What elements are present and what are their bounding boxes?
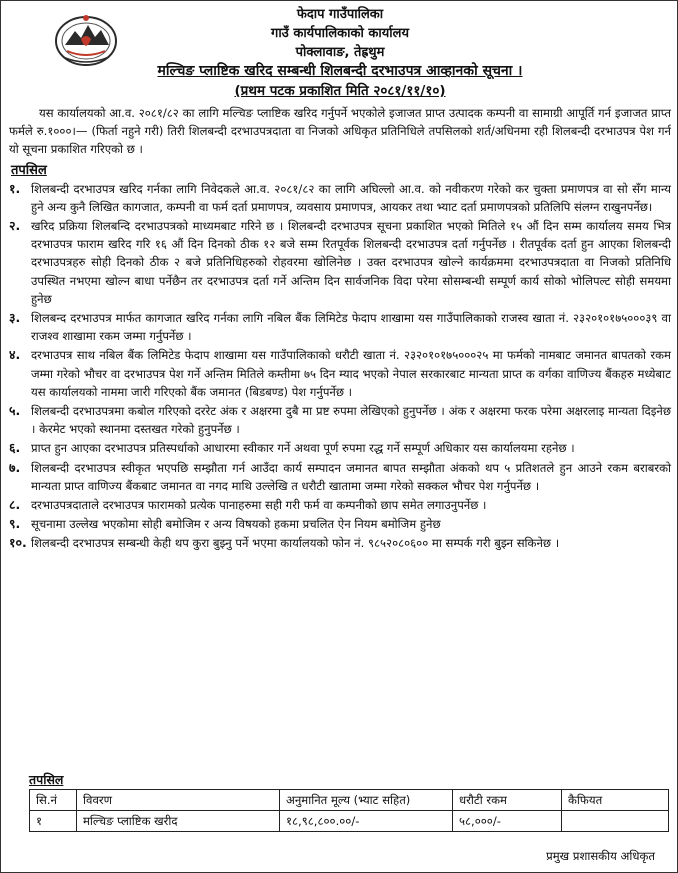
table-row	[30, 811, 669, 832]
condition-item	[9, 346, 671, 401]
condition-number: १.	[9, 180, 21, 196]
publish-date: (प्रथम पटक प्रकाशित मिति २०८१/११/१०)	[234, 83, 446, 99]
condition-number: ७.	[9, 459, 21, 475]
condition-item	[9, 402, 671, 438]
items-table	[29, 789, 669, 832]
cell-description: मल्चिङ प्लाष्टिक खरीद	[77, 811, 280, 832]
condition-item	[9, 217, 671, 308]
condition-number: ६.	[9, 440, 21, 456]
condition-number: ८.	[9, 497, 21, 513]
condition-number: २.	[9, 218, 21, 234]
condition-text: शिलबन्दी दरभाउपत्रमा कबोल गरिएको दररेट अंक र अक्षरमा दुबै मा प्रष्ट रुपमा लेखिएको हुनुपर्नेछ । अंक र अक्षरमा फरक परेमा अक्षरलाइ मान्यता दिइनेछ । केरमेट भएको स्थानमा दस्तखत गरेको हुनुपर्नेछ ।	[31, 404, 671, 437]
condition-number: १०.	[9, 535, 27, 551]
condition-item	[9, 496, 671, 514]
col-header-deposit: धरौटी रकम	[453, 790, 562, 811]
cell-deposit: ५८,०००/-	[453, 811, 562, 832]
col-header-sn: सि.नं	[30, 790, 77, 811]
notice-title: मल्चिङ प्लाष्टिक खरिद सम्बन्धी शिलबन्दी दरभाउपत्र आव्हानको सूचना ।	[157, 63, 523, 79]
condition-item	[9, 180, 671, 216]
condition-number: ९.	[9, 516, 21, 532]
condition-item	[9, 459, 671, 495]
condition-item	[9, 309, 671, 345]
col-header-remarks: कैफियत	[562, 790, 669, 811]
condition-number: ५.	[9, 403, 21, 419]
condition-text: शिलबन्द दरभाउपत्र मार्फत कागजात खरिद गर्नका लागि नबिल बैंक लिमिटेड फेदाप शाखामा यस गाउँपालिकाको राजस्व खाता नं. २३२०१०१७५०००३९ वा राजश्व शाखामा रकम जम्मा गर्नुपर्नेछ ।	[31, 311, 671, 344]
condition-text: खरिद प्रक्रिया शिलबन्दि दरभाउपत्रको माध्यमबाट गरिने छ । शिलबन्दी दरभाउपत्र सूचना प्रकाशित भएको मितिले १५ औं दिन सम्म कार्यालय समय भित्र दरभाउपत्र फाराम खरिद गरि १६ औं दिन दिनको ठीक १२ बजे सम्म रितपूर्वक शिलबन्दी दरभाउपत्र दर्ता गर्नुपर्नेछ । रीतपूर्वक दर्ता हुन आएका शिलबन्दी दरभाउपत्रहरु सोही दिनको ठीक २ बजे प्रतिनिधिहरुको रोहवरमा खोलिनेछ । उक्त दरभाउपत्र खोल्ने कार्यक्रममा दरभाउपत्रदाता वा निजको प्रतिनिधि उपस्थित नभएमा खोल्न बाधा पर्नेछैन तर दरभाउपत्र दर्ता गर्ने अन्तिम दिन सार्वजनिक विदा परेमा सोसम्बन्धी सम्पूर्ण कार्य सोको भोलिपल्ट सोही समयमा हुनेछ	[31, 219, 671, 306]
cell-estimate: १८,९८,८००.००/-	[280, 811, 453, 832]
condition-text: दरभाउपत्र साथ नबिल बैंक लिमिटेड फेदाप शाखामा यस गाउँपालिकाको धरौटी खाता नं. २३२०१०१७५०००२५ मा फर्मको नामबाट जमानत बापतको रकम जम्मा गरेको भौचर वा दरभाउपत्र पेश गर्ने अन्तिम मितिले कम्तीमा ७५ दिन म्याद भएको नेपाल सरकारबाट मान्यता प्राप्त क वर्गका वाणिज्य बैंकहरु मध्येबाट यस कार्यालयको नाममा जारी गरिएको बैंक जमानत (बिडबण्ड) पेश गर्नुपर्नेछ ।	[31, 348, 671, 399]
notice-body	[9, 104, 671, 554]
condition-item	[9, 439, 671, 457]
condition-text: सूचनामा उल्लेख भएकोमा सोही बमोजिम र अन्य विषयको हकमा प्रचलित ऐन नियम बमोजिम हुनेछ	[31, 517, 441, 532]
col-header-estimate: अनुमानित मूल्य (भ्याट सहित)	[280, 790, 453, 811]
table-header-row	[30, 790, 669, 811]
condition-text: शिलबन्दी दरभाउपत्र सम्बन्धी केही थप कुरा बुझ्नु पर्ने भएमा कार्यालयको फोन नं. ९८५२०८०६०० मा सम्पर्क गरी बुझ्न सकिनेछ ।	[31, 536, 560, 551]
office-name: गाउँ कार्यपालिकाको कार्यालय	[271, 26, 409, 41]
cell-sn: १	[30, 811, 77, 832]
condition-item	[9, 515, 671, 533]
office-address: पोक्लावाङ, तेह्रथुम	[295, 45, 385, 60]
condition-text: शिलबन्दी दरभाउपत्र खरिद गर्नका लागि निवेदकले आ.व. २०८१/८२ का लागि अघिल्लो आ.व. को नवीकरण गरेको कर चुक्ता प्रमाणपत्र वा सो सँग मान्य हुने अन्य कुनै लिखित कागजात, कम्पनी वा फर्म दर्ता प्रमाणपत्र, व्यवसाय प्रमाणपत्र, आयकर तथा भ्याट दर्ता प्रमाणपत्रको प्रतिलिपि संलग्न राखुनपर्नेछ।	[31, 181, 671, 214]
cell-remarks	[562, 811, 669, 832]
signatory-title: प्रमुख प्रशासकीय अधिकृत	[546, 849, 655, 863]
col-header-description: विवरण	[77, 790, 280, 811]
condition-text: प्राप्त हुन आएका दरभाउपत्र प्रतिस्पर्धाको आधारमा स्वीकार गर्ने अथवा पूर्ण रुपमा रद्ध गर्ने सम्पूर्ण अधिकार यस कार्यालयमा रहनेछ ।	[31, 441, 575, 456]
condition-number: ४.	[9, 347, 21, 363]
municipality-name: फेदाप गाउँपालिका	[296, 7, 384, 22]
condition-item	[9, 534, 671, 552]
table-title: तपसिल	[29, 772, 64, 787]
intro-paragraph: यस कार्यालयको आ.व. २०८१/८२ का लागि मल्चिङ प्लाष्टिक खरिद गर्नुपर्ने भएकोले इजाजत प्राप्त उत्पादक कम्पनी वा सामाग्री आपूर्ति गर्न इजाजत प्राप्त फर्मले रु.१०००।— (फिर्ता नहुने गरी) तिरी शिलबन्दी दरभाउपत्रदाता वा निजको अधिकृत प्रतिनिधिले तपसिलको शर्त/अधिनमा रही शिलबन्दी दरभाउपत्र पेश गर्न यो सूचना प्रकाशित गरिएको छ ।	[9, 106, 671, 157]
section-title: तपसिल	[11, 162, 47, 178]
condition-text: शिलबन्दी दरभाउपत्र स्वीकृत भएपछि सम्झौता गर्न आउँदा कार्य सम्पादन जमानत बापत सम्झौता अंकको थप ५ प्रतिशतले हुन आउने रकम बराबरको मान्यता प्राप्त वाणिज्य बैंकबाट जमानत वा नगद माथि उल्लेखि त धरौटी खातामा जम्मा गरेको सक्कल भौचर पेश गर्नुपर्नेछ ।	[31, 460, 671, 493]
condition-text: दरभाउपत्रदाताले दरभाउपत्र फारामको प्रत्येक पानाहरुमा सही गरी फर्म वा कम्पनीको छाप समेत लगाउनुपर्नेछ ।	[31, 498, 487, 513]
condition-number: ३.	[9, 310, 21, 326]
